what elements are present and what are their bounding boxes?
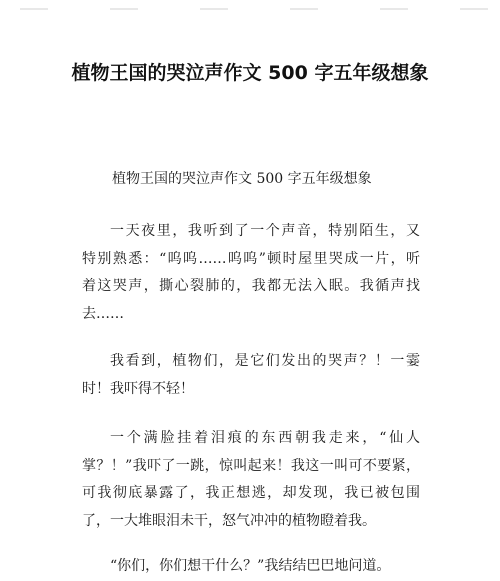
document-subtitle: 植物王国的哭泣声作文 500 字五年级想象 (112, 171, 372, 187)
paragraph-2 (82, 348, 420, 403)
paragraph-line: 时！我吓得不轻！ (82, 380, 194, 397)
paragraph-line: 可我彻底暴露了，我正想逃，却发现，我已被包围 (82, 485, 420, 501)
document-title: 植物王国的哭泣声作文 500 字五年级想象 (71, 62, 429, 84)
paragraph-line: 着这哭声，撕心裂肺的，我都无法入眠。我循声找 (82, 278, 420, 294)
paragraph-1 (82, 218, 420, 328)
paragraph-line: 我看到，植物们，是它们发出的哭声？！一霎 (110, 353, 420, 369)
paragraph-line: 特别熟悉：“呜呜……呜呜”顿时屋里哭成一片，听 (82, 250, 420, 267)
paragraph-4 (82, 553, 420, 581)
paragraph-line: 去…… (82, 305, 124, 322)
paragraph-3 (82, 425, 420, 535)
paragraph-line: 一天夜里，我听到了一个声音，特别陌生，又 (110, 223, 420, 239)
page-top-edge (0, 8, 500, 14)
paragraph-line: 掌？！”我吓了一跳，惊叫起来！我这一叫可不要紧， (82, 457, 420, 474)
paragraph-line: “你们，你们想干什么？”我结结巴巴地问道。 (110, 558, 391, 574)
paragraph-line: 一个满脸挂着泪痕的东西朝我走来，“仙人 (110, 430, 420, 446)
paragraph-line: 了，一大堆眼泪未干，怒气冲冲的植物瞪着我。 (82, 512, 376, 529)
